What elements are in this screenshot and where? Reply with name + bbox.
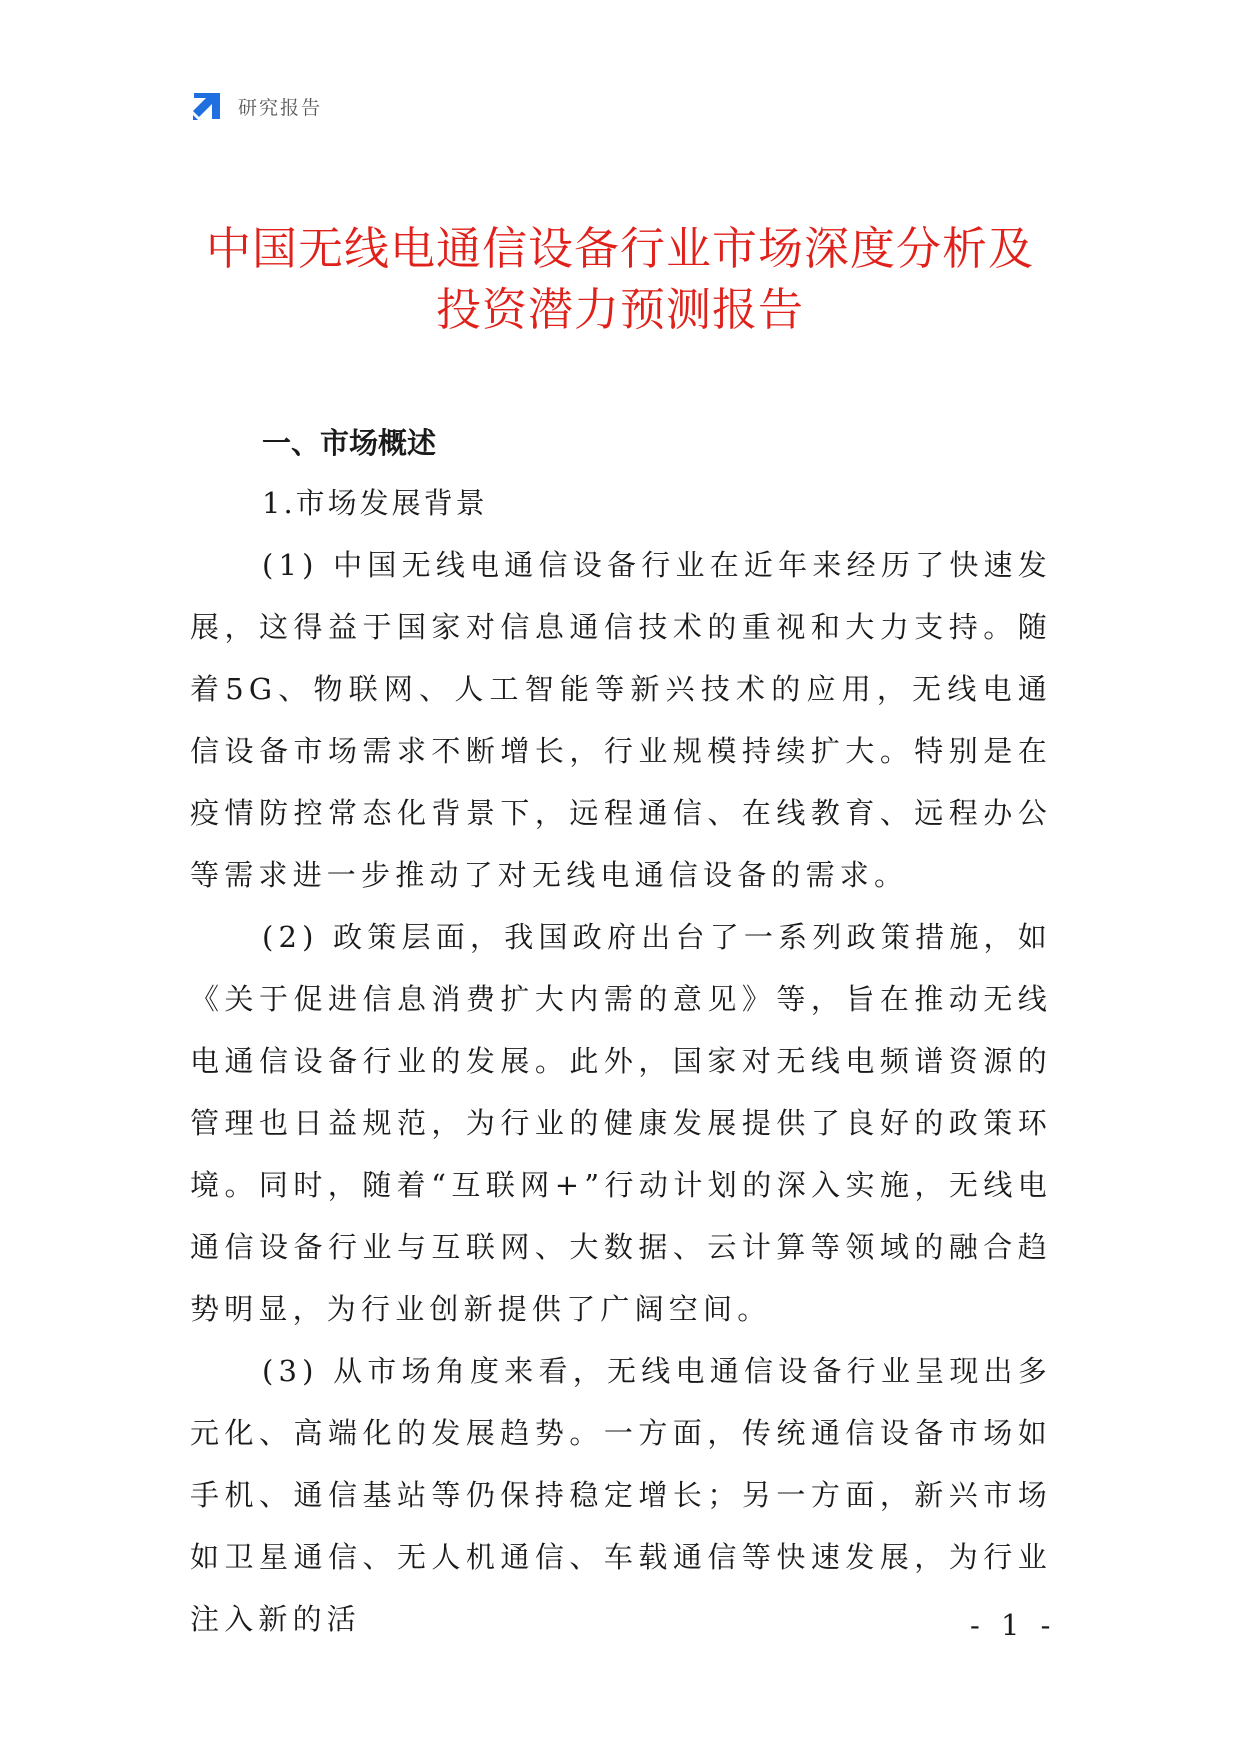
arrow-logo-icon — [190, 89, 224, 123]
paragraph-3: (3) 从市场角度来看，无线电通信设备行业呈现出多元化、高端化的发展趋势。一方面，传统通信设备市场如手机、通信基站等仍保持稳定增长；另一方面，新兴市场如卫星通信、无人机通信、车载通信等快速发展，为行业注入新的活 — [190, 1354, 1052, 1636]
title-line-2: 投资潜力预测报告 — [435, 283, 804, 336]
title-line-1: 中国无线电通信设备行业市场深度分析及 — [205, 222, 1034, 275]
header-label: 研究报告 — [238, 96, 323, 119]
report-header — [190, 88, 322, 124]
page-number: - 1 - — [970, 1608, 1057, 1642]
document-body — [190, 414, 1052, 1650]
sub-heading: 1.市场发展背景 — [262, 486, 488, 520]
paragraph-2: (2) 政策层面，我国政府出台了一系列政策措施，如《关于促进信息消费扩大内需的意见》等，旨在推动无线电通信设备行业的发展。此外，国家对无线电频谱资源的管理也日益规范，为行业的健康发展提供了良好的政策环境。同时，随着“互联网+”行动计划的深入实施，无线电通信设备行业与互联网、大数据、云计算等领域的融合趋势明显，为行业创新提供了广阔空间。 — [190, 920, 1052, 1326]
paragraph-1: (1) 中国无线电通信设备行业在近年来经历了快速发展，这得益于国家对信息通信技术的重视和大力支持。随着5G、物联网、人工智能等新兴技术的应用，无线电通信设备市场需求不断增长，行业规模持续扩大。特别是在疫情防控常态化背景下，远程通信、在线教育、远程办公等需求进一步推动了对无线电通信设备的需求。 — [190, 548, 1052, 892]
section-heading: 一、市场概述 — [262, 426, 437, 460]
document-title — [190, 218, 1050, 340]
